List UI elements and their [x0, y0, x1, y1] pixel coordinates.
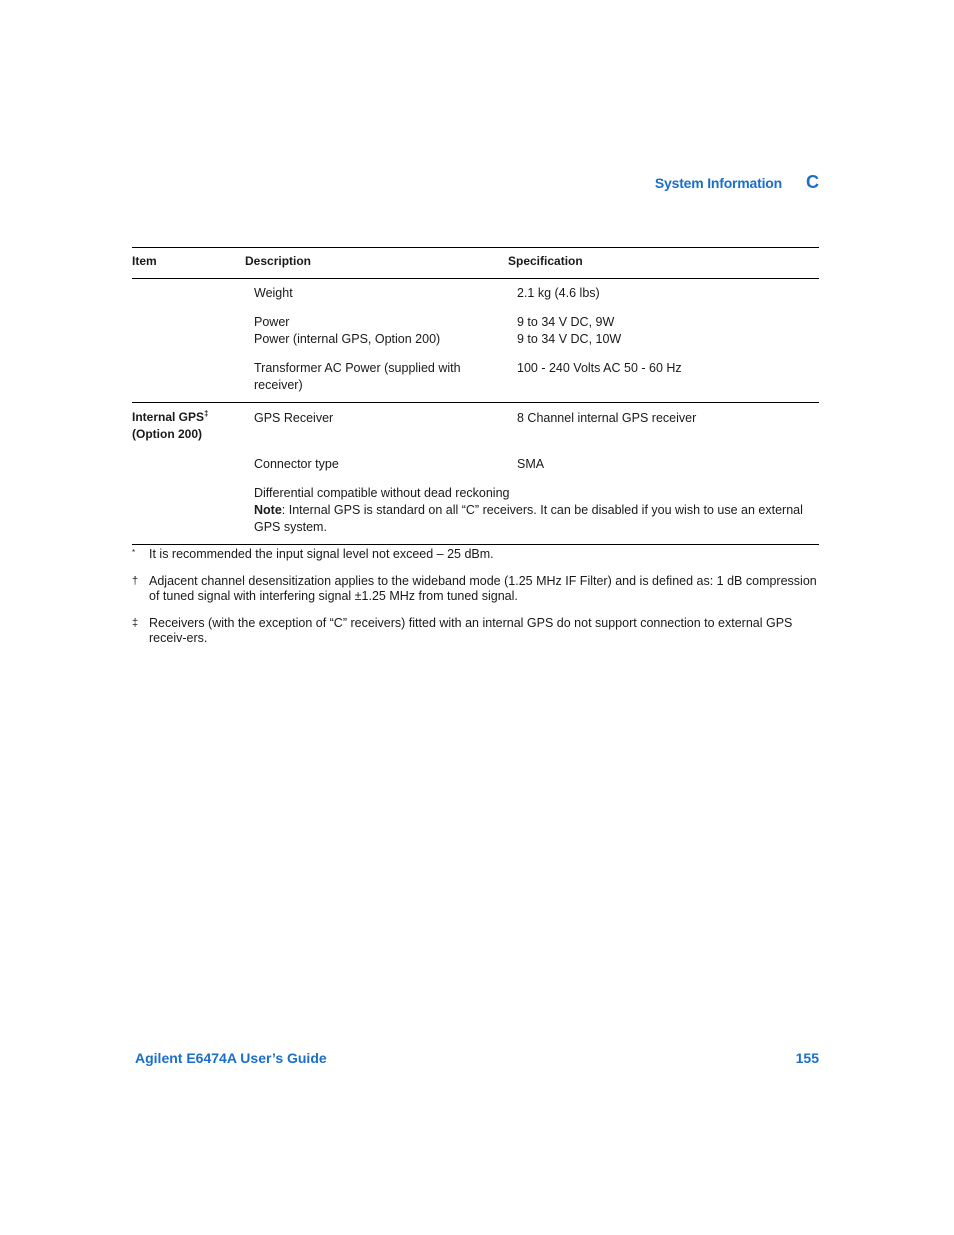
weight-specification: 2.1 kg (4.6 lbs)	[517, 286, 600, 300]
table-cell-specification	[508, 443, 819, 473]
power-gps-specification: 9 to 34 V DC, 10W	[517, 332, 622, 346]
footnote-mark: *	[132, 548, 136, 557]
footnote-text: Adjacent channel desensitization applies to the wideband mode (1.25 MHz IF Filter) and is defined as: 1 dB compression of tuned signal with interfering signal ±1.25 MHz from tuned signal.	[149, 573, 817, 603]
footnote-mark: ‡	[132, 616, 139, 629]
chapter-letter: C	[806, 172, 819, 192]
gps-note	[245, 502, 819, 536]
footnote-text: It is recommended the input signal level not exceed – 25 dBm.	[149, 547, 494, 561]
page-footer	[135, 1050, 819, 1066]
table-row	[132, 302, 819, 348]
ac-power-specification: 100 - 240 Volts AC 50 - 60 Hz	[517, 361, 682, 375]
table-cell-description	[245, 443, 508, 473]
table-cell-description	[245, 302, 508, 348]
column-header-item: Item	[132, 248, 245, 279]
gps-receiver-description: GPS Receiver	[254, 411, 334, 425]
page-header	[655, 172, 819, 193]
note-label: Note	[254, 503, 282, 517]
differential-description: Differential compatible without dead reckoning	[254, 486, 510, 500]
double-dagger-mark: ‡	[204, 409, 209, 418]
table-cell-description	[245, 279, 508, 303]
option-200-label: (Option 200)	[132, 427, 203, 441]
table-cell-item	[132, 279, 245, 303]
footnotes	[132, 547, 822, 658]
connector-type-specification: SMA	[517, 457, 545, 471]
table-cell-specification	[508, 279, 819, 303]
column-header-specification: Specification	[508, 248, 819, 279]
internal-gps-label: Internal GPS‡	[132, 409, 209, 424]
table-cell-specification	[508, 403, 819, 444]
footnote-mark: †	[132, 574, 139, 587]
table-cell-description	[245, 403, 508, 444]
table-row	[132, 473, 819, 545]
table-cell-item	[132, 348, 245, 403]
note-text: : Internal GPS is standard on all “C” receivers. It can be disabled if you wish to use an external GPS system.	[254, 503, 803, 534]
power-specification: 9 to 34 V DC, 9W	[517, 315, 615, 329]
column-header-description: Description	[245, 248, 508, 279]
table-row	[132, 279, 819, 303]
table-cell-description	[245, 348, 508, 403]
table-cell-item	[132, 443, 245, 473]
table-cell-specification	[508, 302, 819, 348]
table-cell-item	[132, 473, 245, 545]
ac-power-description: Transformer AC Power (supplied with receiver)	[254, 361, 461, 392]
specification-table	[132, 247, 819, 545]
guide-title: Agilent E6474A User’s Guide	[135, 1050, 327, 1066]
table-cell-specification	[508, 348, 819, 403]
footnote-double-dagger	[132, 616, 822, 647]
footnote-asterisk	[132, 547, 822, 563]
table-row	[132, 443, 819, 473]
page-number: 155	[795, 1050, 819, 1066]
table-cell-item	[132, 302, 245, 348]
footnote-text: Receivers (with the exception of “C” receivers) fitted with an internal GPS do not support connection to external GPS receiv-ers.	[149, 615, 793, 645]
table-row	[132, 403, 819, 444]
gps-receiver-specification: 8 Channel internal GPS receiver	[517, 411, 697, 425]
power-gps-description: Power (internal GPS, Option 200)	[254, 332, 441, 346]
weight-description: Weight	[254, 286, 293, 300]
table-header-row	[132, 248, 819, 279]
footnote-dagger	[132, 574, 822, 605]
connector-type-description: Connector type	[254, 457, 339, 471]
table-row	[132, 348, 819, 403]
power-description: Power	[254, 315, 290, 329]
table-cell-description	[245, 473, 819, 545]
section-title: System Information	[654, 175, 782, 191]
table-cell-item	[132, 403, 245, 444]
